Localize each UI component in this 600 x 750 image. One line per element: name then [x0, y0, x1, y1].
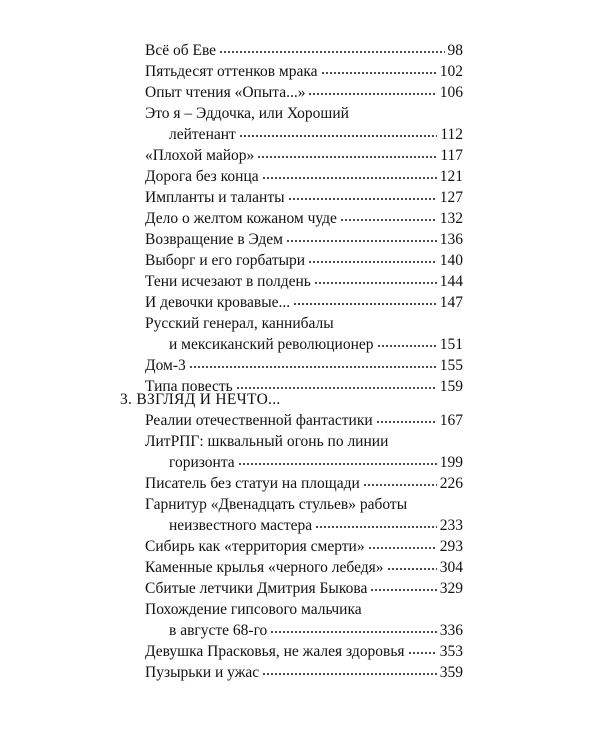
toc-entry-page: 144: [439, 273, 463, 290]
dot-leader: [262, 661, 437, 676]
toc-entry-title: в августе 68-го: [169, 622, 268, 639]
dot-leader: [387, 556, 437, 571]
toc-entry-page: 167: [439, 412, 463, 429]
toc-entry: [145, 313, 463, 355]
toc-entry-page: 304: [439, 559, 463, 576]
dot-leader: [377, 333, 437, 348]
toc-entry: [145, 82, 463, 103]
section-3-heading: 3. ВЗГЛЯД И НЕЧТО...: [120, 391, 281, 408]
toc-entry-page: 140: [439, 252, 463, 269]
toc-entry-title: Дорога без конца: [145, 168, 259, 185]
dot-leader: [236, 375, 437, 390]
toc-entry-title: Опыт чтения «Опыта...»: [145, 84, 306, 101]
toc-entry: [145, 641, 463, 662]
dot-leader: [262, 165, 437, 180]
toc-entry-title: Выборг и его горбатыри: [145, 252, 306, 269]
toc-entry-page: 226: [439, 475, 463, 492]
toc-entry-page: 136: [439, 231, 463, 248]
dot-leader: [308, 249, 437, 264]
toc-entry-title: И девочки кровавые...: [145, 294, 291, 311]
toc-entry-title: Русский генерал, каннибалы: [145, 315, 334, 332]
toc-entry-title: Девушка Прасковья, не жалея здоровья: [145, 643, 405, 660]
toc-entry-page: 353: [439, 643, 463, 660]
toc-entry-title: лейтенант: [169, 126, 236, 143]
dot-leader: [288, 186, 437, 201]
dot-leader: [315, 514, 437, 529]
toc-entry: [145, 40, 463, 61]
toc-entry: [145, 410, 463, 431]
dot-leader: [239, 123, 438, 138]
dot-leader: [189, 354, 437, 369]
toc-entry-title: горизонта: [169, 454, 235, 471]
toc-entry-title: Дело о желтом кожаном чуде: [145, 210, 337, 227]
toc-entry-page: 159: [439, 378, 463, 395]
toc-entry-title: «Плохой майор»: [145, 147, 255, 164]
toc-entry-page: 359: [439, 664, 463, 681]
toc-entry: [145, 578, 463, 599]
toc-entry: [145, 536, 463, 557]
toc-entry-title: Импланты и таланты: [145, 189, 285, 206]
toc-entry-page: 155: [439, 357, 463, 374]
toc-entry-title: Типа повесть: [145, 378, 233, 395]
toc-entry: [145, 557, 463, 578]
dot-leader: [219, 39, 444, 54]
dot-leader: [370, 577, 436, 592]
toc-entry-page: 233: [439, 517, 463, 534]
toc-entry: [145, 229, 463, 250]
dot-leader: [363, 472, 437, 487]
toc-entry-page: 293: [439, 538, 463, 555]
toc-entry: [145, 103, 463, 145]
dot-leader: [376, 409, 437, 424]
toc-entry: [145, 61, 463, 82]
toc-entry: [145, 208, 463, 229]
dot-leader: [257, 144, 437, 159]
dot-leader: [308, 81, 436, 96]
dot-leader: [293, 291, 437, 306]
toc-entry-page: 112: [440, 126, 463, 143]
toc-entry: [145, 166, 463, 187]
toc-entry-title: Реалии отечественной фантастики: [145, 412, 373, 429]
toc-entry-page: 106: [439, 84, 463, 101]
dot-leader: [238, 451, 437, 466]
dot-leader: [286, 228, 437, 243]
toc-entry: [145, 292, 463, 313]
dot-leader: [368, 535, 437, 550]
dot-leader: [270, 619, 436, 634]
toc-entry-title: неизвестного мастера: [169, 517, 313, 534]
toc-entry-title: Это я – Эддочка, или Хороший: [145, 105, 349, 122]
toc-entry: [145, 599, 463, 641]
toc-entry-title: Писатель без статуи на площади: [145, 475, 360, 492]
toc-entry-page: 199: [439, 454, 463, 471]
toc-entry-title: Гарнитур «Двенадцать стульев» работы: [145, 496, 408, 513]
toc-entry-title: Похождение гипсового мальчика: [145, 601, 362, 618]
toc-entry: [145, 662, 463, 683]
toc-entry-title: Всё об Еве: [145, 42, 217, 59]
toc-entry-title: Дом-3: [145, 357, 186, 374]
toc-entry-title: и мексиканский революционер: [169, 336, 374, 353]
toc-entry-page: 336: [439, 622, 463, 639]
toc-entry: [145, 271, 463, 292]
toc-entry-title: Возвращение в Эдем: [145, 231, 283, 248]
toc-entry-title: Каменные крылья «черного лебедя»: [145, 559, 384, 576]
toc-entry-page: 117: [440, 147, 463, 164]
toc-entry: [145, 473, 463, 494]
toc-entry: [145, 250, 463, 271]
dot-leader: [314, 270, 437, 285]
dot-leader: [408, 640, 437, 655]
toc-entry-title: Пятьдесят оттенков мрака: [145, 63, 318, 80]
toc-entry-title: Сбитые летчики Дмитрия Быкова: [145, 580, 368, 597]
toc-entry-title: ЛитРПГ: шквальный огонь по линии: [145, 433, 389, 450]
toc-entry-page: 147: [439, 294, 463, 311]
toc-entry-page: 127: [439, 189, 463, 206]
toc-entry-page: 132: [439, 210, 463, 227]
toc-entry-page: 121: [439, 168, 463, 185]
toc-entry: [145, 494, 463, 536]
toc-entry-page: 329: [439, 580, 463, 597]
toc-entry: [145, 431, 463, 473]
toc-entry: [145, 355, 463, 376]
toc-entry-title: Пузырьки и ужас: [145, 664, 260, 681]
toc-entry-page: 98: [447, 42, 463, 59]
toc-entry-page: 102: [439, 63, 463, 80]
toc-entry: [145, 187, 463, 208]
toc-entry-page: 151: [439, 336, 463, 353]
toc-entry-title: Тени исчезают в полдень: [145, 273, 311, 290]
toc-entry: [145, 145, 463, 166]
dot-leader: [340, 207, 437, 222]
dot-leader: [321, 60, 437, 75]
toc-entry-title: Сибирь как «территория смерти»: [145, 538, 365, 555]
